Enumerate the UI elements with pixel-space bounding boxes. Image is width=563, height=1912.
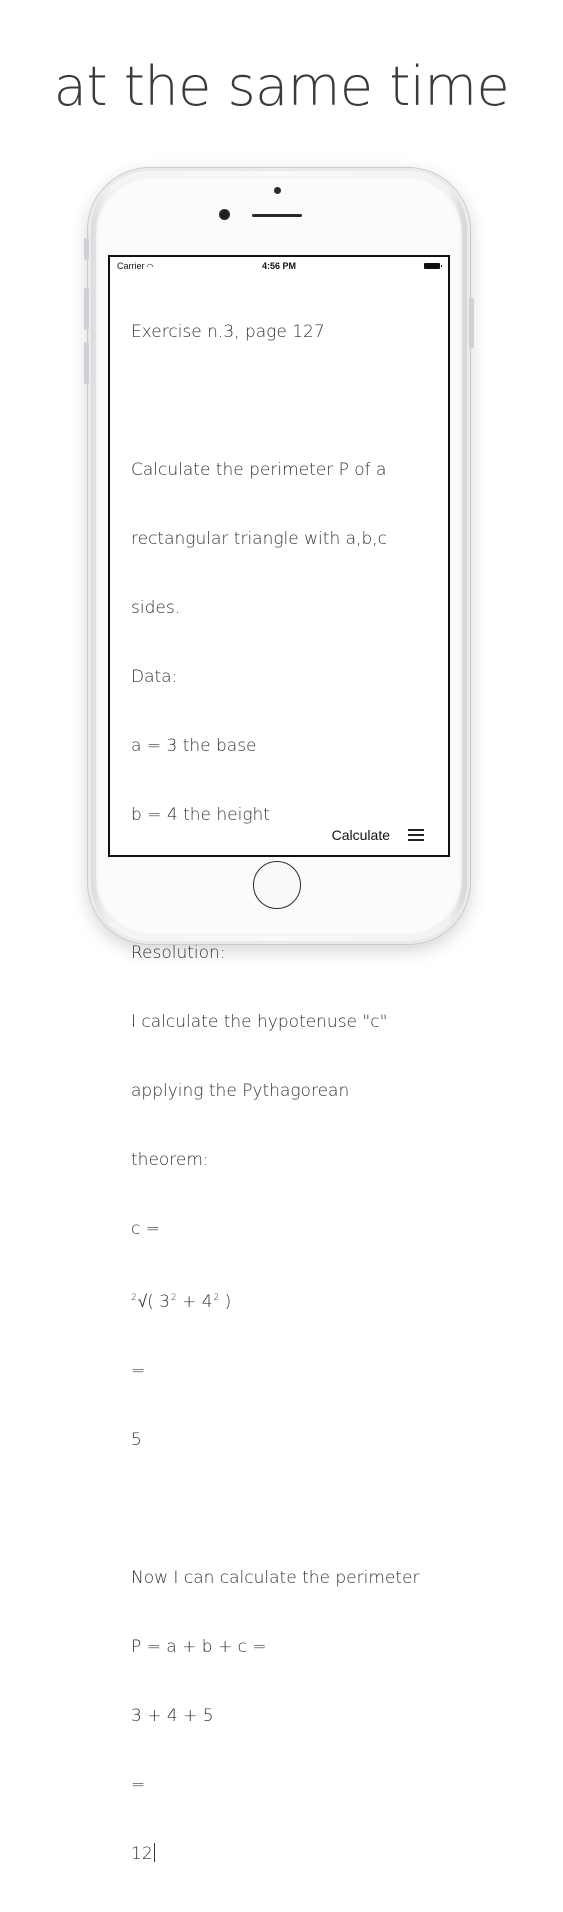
root-open: √( 3: [137, 1292, 170, 1312]
volume-up-button: [84, 288, 89, 330]
volume-down-button: [84, 342, 89, 384]
editor-last-line: [131, 1843, 436, 1866]
earpiece-speaker: [252, 214, 302, 217]
editor-line: =: [131, 1775, 146, 1795]
editor-blank-line: [131, 390, 436, 413]
root-plus: + 4: [176, 1292, 213, 1312]
editor-line: applying the Pythagorean: [131, 1081, 350, 1101]
status-time: 4:56 PM: [261, 261, 296, 271]
wifi-icon: ◠: [146, 262, 154, 271]
text-editor[interactable]: [131, 275, 436, 1912]
result-text: 12: [131, 1844, 153, 1864]
root-close: ): [219, 1292, 232, 1312]
editor-line: P = a + b + c =: [131, 1637, 267, 1657]
editor-blank-line: [131, 873, 436, 896]
editor-line: Resolution:: [131, 943, 226, 963]
editor-line: Now I can calculate the perimeter: [131, 1568, 420, 1588]
editor-line: a = 3 the base: [131, 736, 257, 756]
power-button: [469, 298, 474, 348]
editor-line: Calculate the perimeter P of a: [131, 460, 387, 480]
editor-line: 3 + 4 + 5: [131, 1706, 214, 1726]
editor-line: sides.: [131, 598, 181, 618]
text-cursor: [154, 1843, 155, 1862]
editor-line: =: [131, 1361, 146, 1381]
headline: at the same time: [53, 55, 510, 118]
editor-blank-line: [131, 1498, 436, 1521]
bottom-toolbar: [110, 817, 448, 855]
calculate-button[interactable]: Calculate: [331, 827, 390, 843]
editor-line: Exercise n.3, page 127: [131, 322, 325, 342]
root-index: 2: [131, 1293, 137, 1303]
proximity-sensor: [274, 187, 281, 194]
hamburger-menu-icon[interactable]: [408, 829, 424, 841]
editor-line: Data:: [131, 667, 178, 687]
root-expression: [131, 1287, 436, 1314]
front-camera: [219, 209, 230, 220]
editor-line: 5: [131, 1430, 142, 1450]
editor-line: rectangular triangle with a,b,c: [131, 529, 387, 549]
mute-switch: [84, 238, 89, 260]
editor-line: b = 4 the height: [131, 805, 270, 825]
editor-line: theorem:: [131, 1150, 209, 1170]
exponent: 2: [170, 1293, 177, 1303]
battery-icon: [424, 263, 440, 269]
editor-line: I calculate the hypotenuse "c": [131, 1012, 388, 1032]
carrier-text: Carrier: [117, 261, 145, 271]
app-screen: [108, 255, 450, 1864]
editor-line: c =: [131, 1219, 160, 1239]
exponent: 2: [213, 1293, 220, 1303]
status-bar: [110, 257, 448, 277]
